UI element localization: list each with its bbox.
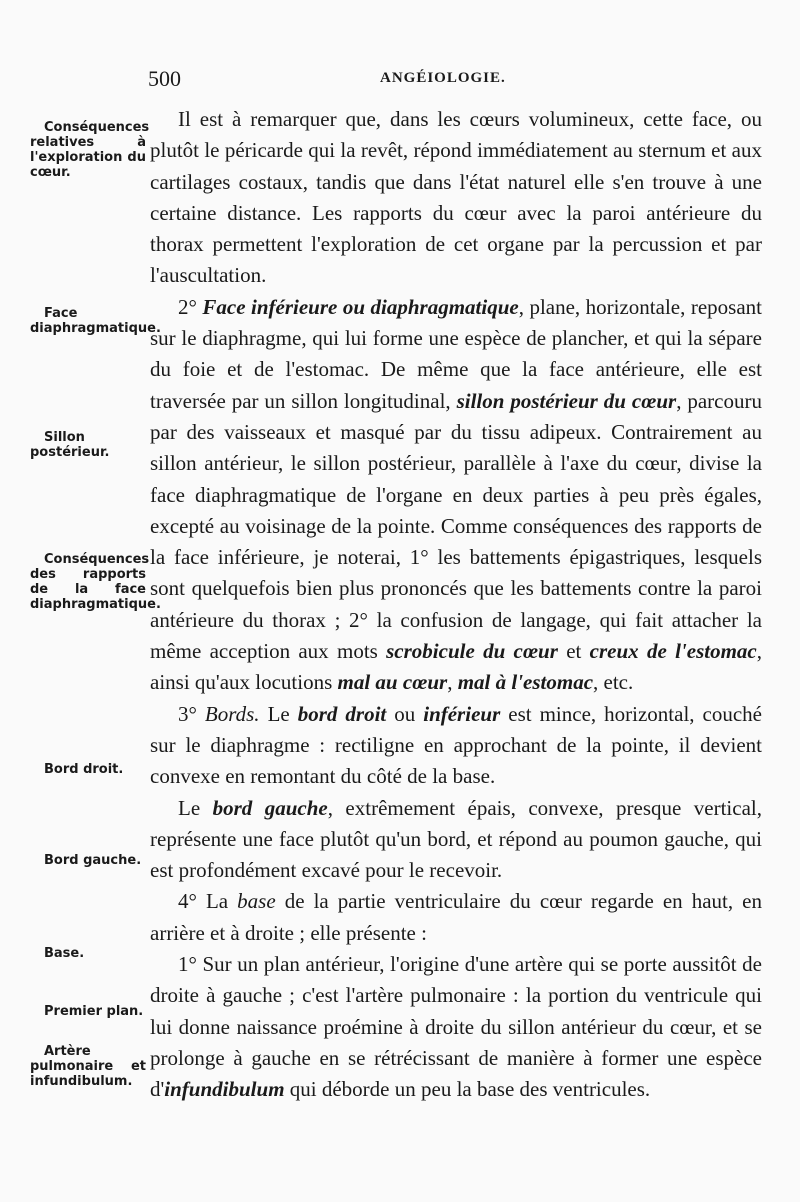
margin-note-bord-gauche: Bord gauche.: [44, 853, 142, 868]
paragraph-exploration: Il est à remarquer que, dans les cœurs volumineux, cette face, ou plutôt le péricarde qui la revêt, répond immédiatement au sternum et aux cartilages costaux, tandis que dans l'état naturel elle s'en trouve à une certaine distance. Les rapports du cœur avec la paroi antérieure du thorax permettent l'exploration de cet organe par la percussion et par l'auscultation.: [150, 107, 762, 288]
margin-note-premier-plan: Premier plan.: [44, 1004, 144, 1019]
margin-note-artere-pulmonaire: Artère pulmonaire et infundibulum.: [30, 1044, 146, 1089]
page-header: [148, 66, 758, 96]
margin-note-bord-droit: Bord droit.: [44, 762, 124, 777]
running-title: ANGÉIOLOGIE.: [380, 70, 506, 86]
paragraph-premier-plan: 1° Sur un plan antérieur, l'origine d'une artère qui se porte aussitôt de droite à gauche ; c'est l'artère pulmonaire : la portion du ventricule qui lui donne naissance proémine à droite du sillon antérieur du cœur, et se prolonge à gauche en se rétrécissant de manière à former une espèce d'infundibulum qui déborde un peu la base des ventricules.: [150, 952, 762, 1102]
paragraph-bord-gauche: Le bord gauche, extrêmement épais, convexe, presque vertical, représente une face plutôt qu'un bord, et répond au poumon gauche, qui est profondément excavé pour le recevoir.: [150, 795, 762, 883]
paragraph-base: 4° La base de la partie ventriculaire du cœur regarde en haut, en arrière et à droite ; elle présente :: [150, 889, 763, 945]
page-number: 500: [148, 66, 181, 91]
paragraph-bords: 3° Bords. Le bord droit ou inférieur est mince, horizontal, couché sur le diaphragme : rectiligne en approchant de la pointe, il devient convexe en remontant du côté de la base.: [150, 701, 762, 789]
paragraph-face-inferieure: 2° Face inférieure ou diaphragmatique, plane, horizontale, reposant sur le diaphragme, qui lui forme une espèce de plancher, et qui la sépare du foie et de l'estomac. De même que la face antérieure, elle est traversée par un sillon longitudinal, sillon postérieur du cœur, parcouru par des vaisseaux et masqué par du tissu adipeux. Contrairement au sillon antérieur, le sillon postérieur, parallèle à l'axe du cœur, divise la face diaphragmatique de l'organe en deux parties à peu près égales, excepté au voisinage de la pointe. Comme conséquences des rapports de la face inférieure, je noterai, 1° les battements épigastriques, lesquels sont quelquefois bien plus prononcés que les battements contre la paroi antérieure du thorax ; 2° la confusion de langage, qui fait attacher la même acception aux mots scrobicule du cœur et creux de l'estomac, ainsi qu'aux locutions mal au cœur, mal à l'estomac, etc.: [150, 294, 762, 695]
margin-note-consequences-face: Conséquences des rapports de la face diaphragmatique.: [30, 552, 161, 612]
body-text: [150, 104, 762, 1106]
margin-note-exploration: Conséquences relatives à l'exploration du cœur.: [30, 120, 150, 180]
margin-note-face-diaphragmatique: Face diaphragmatique.: [30, 306, 161, 336]
margin-note-sillon-posterieur: Sillon postérieur.: [30, 430, 110, 460]
margin-note-base: Base.: [44, 946, 85, 961]
